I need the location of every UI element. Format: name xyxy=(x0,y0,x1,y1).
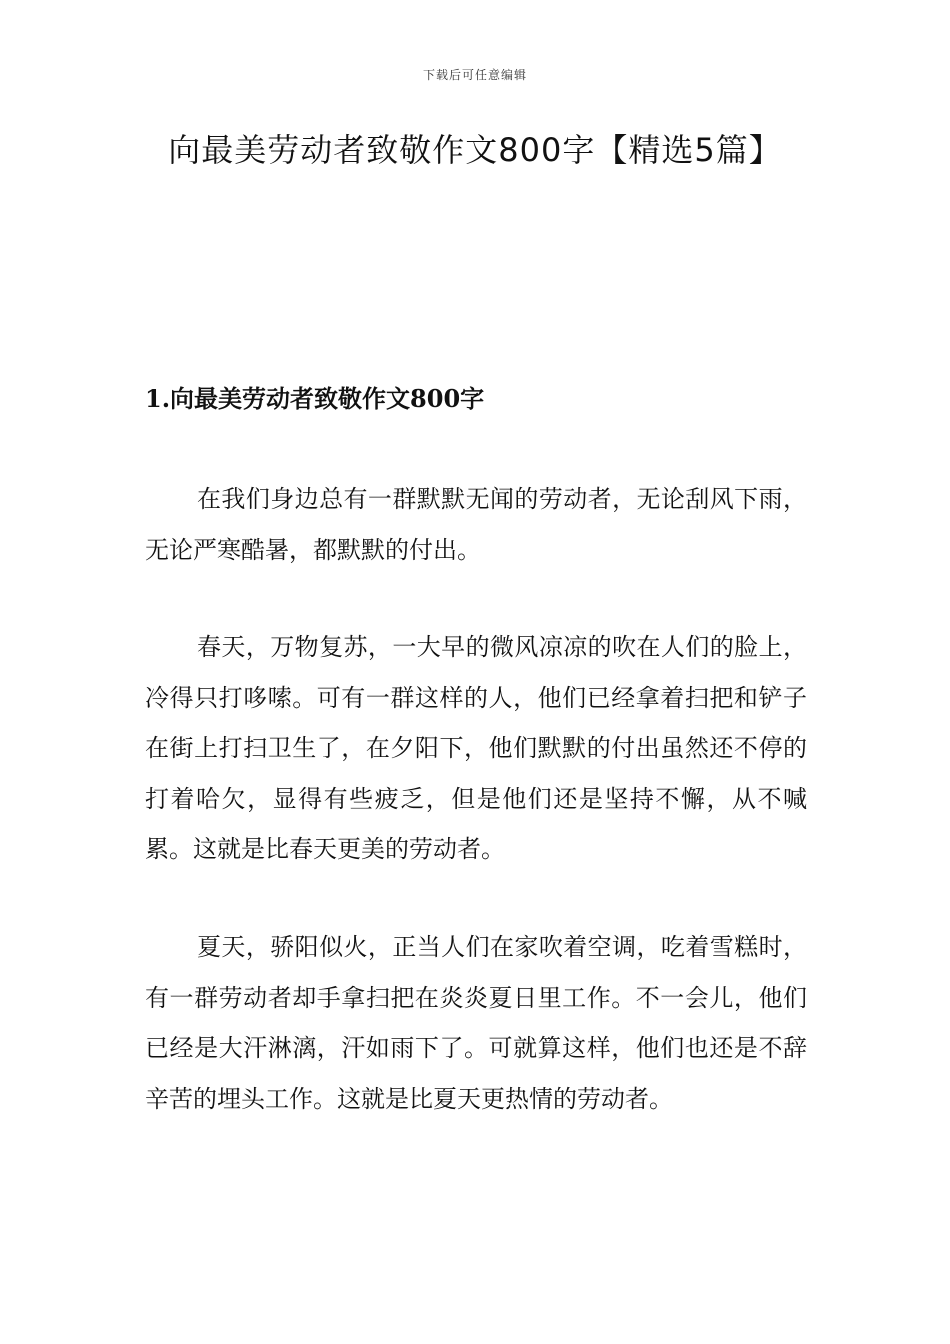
header-note: 下载后可任意编辑 xyxy=(422,68,527,82)
paragraph-1: 在我们身边总有一群默默无闻的劳动者，无论刮风下雨，无论严寒酷暑，都默默的付出。 xyxy=(145,485,807,564)
paragraph-3: 夏天，骄阳似火，正当人们在家吹着空调，吃着雪糕时，有一群劳动者却手拿扫把在炎炎夏日里工作。不一会儿，他们已经是大汗淋漓，汗如雨下了。可就算这样，他们也还是不辞辛苦的埋头工作。这就是比夏天更热情的劳动者。 xyxy=(145,933,807,1113)
section-heading: 1.向最美劳动者致敬作文800字 xyxy=(145,384,485,413)
document-title: 向最美劳动者致敬作文800字【精选5篇】 xyxy=(168,131,782,169)
paragraph-2: 春天，万物复苏，一大早的微风凉凉的吹在人们的脸上，冷得只打哆嗦。可有一群这样的人，他们已经拿着扫把和铲子在街上打扫卫生了，在夕阳下，他们默默的付出虽然还不停的打着哈欠，显得有些疲乏，但是他们还是坚持不懈，从不喊累。这就是比春天更美的劳动者。 xyxy=(145,633,807,863)
